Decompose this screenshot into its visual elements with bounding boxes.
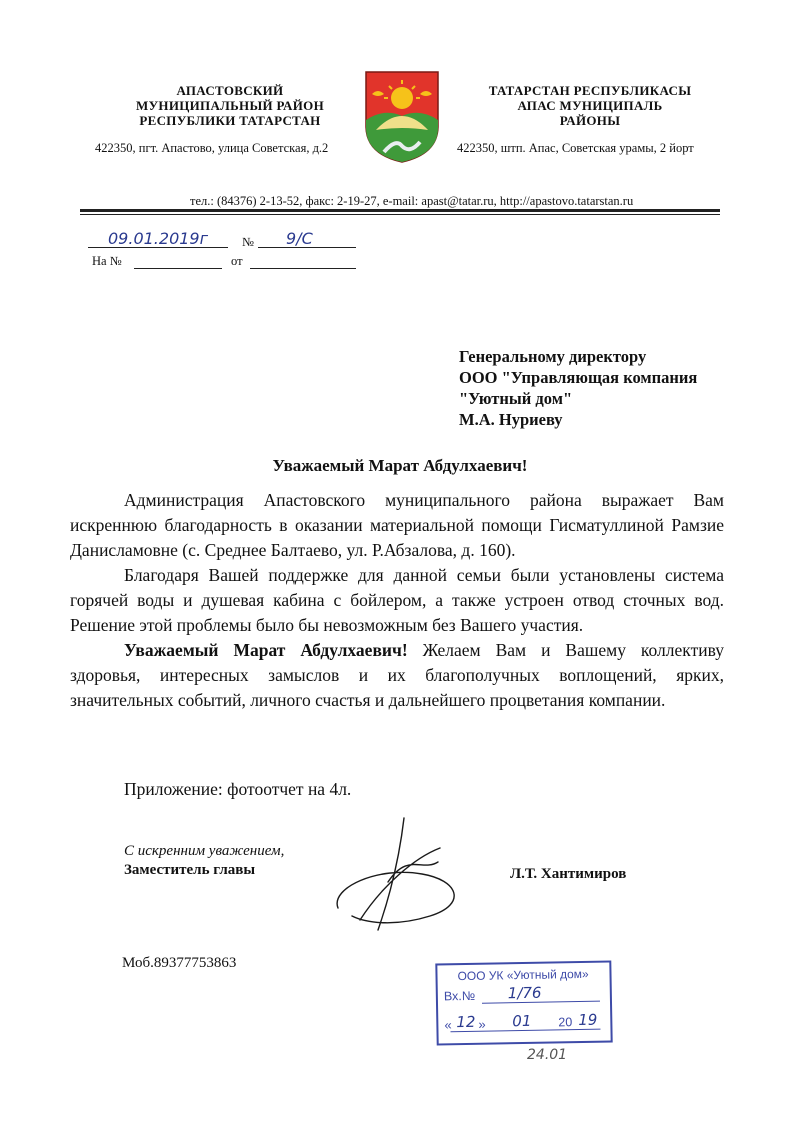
- stamp-in-number: 1/76: [507, 983, 542, 1003]
- reply-to-label: На №: [92, 254, 122, 268]
- wishes-salutation: Уважаемый Марат Абдулхаевич!: [124, 640, 408, 660]
- recipient-line-2: ООО "Управляющая компания: [459, 368, 698, 387]
- paragraph-gratitude: Администрация Апастовского муниципального района выражает Вам искреннюю благодарность в оказании материальной помощи Гисматуллиной Рамзие Данисламовне (с. Среднее Балтаево, ул. Р.Абзалова, д. 160).: [70, 490, 724, 560]
- reply-date-line: [250, 268, 356, 269]
- reply-number-line: [134, 268, 222, 269]
- stamp-date-close-quote: »: [478, 1016, 486, 1032]
- letter-body: [70, 488, 724, 713]
- right-org-title: [470, 83, 710, 128]
- recipient-line-1: Генеральному директору: [459, 347, 647, 366]
- closing-regards: С искренним уважением,: [124, 843, 285, 859]
- incoming-stamp: [435, 960, 612, 1045]
- stamp-handwritten-note: 24.01: [527, 1047, 568, 1063]
- stamp-date-open-quote: «: [444, 1017, 452, 1033]
- attachment-note: Приложение: фотоотчет на 4л.: [124, 779, 352, 799]
- outgoing-date: 09.01.2019г: [108, 229, 209, 248]
- reply-from-label: от: [231, 254, 243, 268]
- header-rule-thick: [80, 209, 720, 212]
- right-title-line-3: РАЙОНЫ: [559, 113, 621, 128]
- contacts-line: тел.: (84376) 2-13-52, факс: 2-19-27, e-mail: apast@tatar.ru, http://apastovo.tatarstan.ru: [190, 194, 634, 208]
- stamp-year-suffix: 19: [578, 1010, 598, 1030]
- right-title-line-1: ТАТАРСТАН РЕСПУБЛИКАСЫ: [488, 83, 692, 98]
- paragraph-support: Благодаря Вашей поддержке для данной семьи были установлены система горячей воды и душевая кабина с бойлером, а также устроен отвод сточных вод. Решение этой проблемы было бы невозможным без Вашего участия.: [70, 565, 724, 635]
- wishes-text: Желаем Вам и Вашему коллективу здоровья, интересных замыслов и их благополучных воплощений, ярких, значительных событий, личного счастья и дальнейшего процветания компании.: [70, 640, 724, 710]
- closing-position: Заместитель главы: [124, 862, 256, 878]
- salutation: Уважаемый Марат Абдулхаевич!: [272, 456, 528, 475]
- outgoing-number: 9/С: [286, 229, 313, 248]
- stamp-month: 01: [512, 1011, 532, 1031]
- handwritten-signature: [318, 812, 488, 940]
- stamp-year-prefix: 20: [558, 1015, 573, 1030]
- stamp-org-name: ООО УК «Уютный дом»: [457, 966, 589, 984]
- right-title-line-2: АПАС МУНИЦИПАЛЬ: [517, 98, 663, 113]
- paragraph-wishes: [70, 638, 724, 713]
- right-address: 422350, штп. Апас, Советская урамы, 2 йорт: [457, 141, 694, 155]
- recipient-line-3: "Уютный дом": [459, 389, 573, 408]
- recipient-line-4: М.А. Нуриеву: [459, 410, 563, 429]
- signatory-name: Л.Т. Хантимиров: [510, 866, 627, 882]
- number-sign: №: [242, 235, 254, 249]
- left-org-title: [100, 83, 360, 128]
- left-title-line-1: АПАСТОВСКИЙ: [176, 83, 284, 98]
- coat-of-arms-emblem: [362, 68, 442, 164]
- left-title-line-3: РЕСПУБЛИКИ ТАТАРСТАН: [139, 113, 321, 128]
- mobile-number: Моб.89377753863: [122, 955, 237, 971]
- left-title-line-2: МУНИЦИПАЛЬНЫЙ РАЙОН: [136, 98, 324, 113]
- left-address: 422350, пгт. Апастово, улица Советская, д.2: [95, 141, 329, 155]
- stamp-in-label: Вх.№: [443, 988, 476, 1004]
- header-rule-thin: [80, 214, 720, 215]
- stamp-day: 12: [456, 1012, 476, 1032]
- recipient-block: [459, 346, 697, 430]
